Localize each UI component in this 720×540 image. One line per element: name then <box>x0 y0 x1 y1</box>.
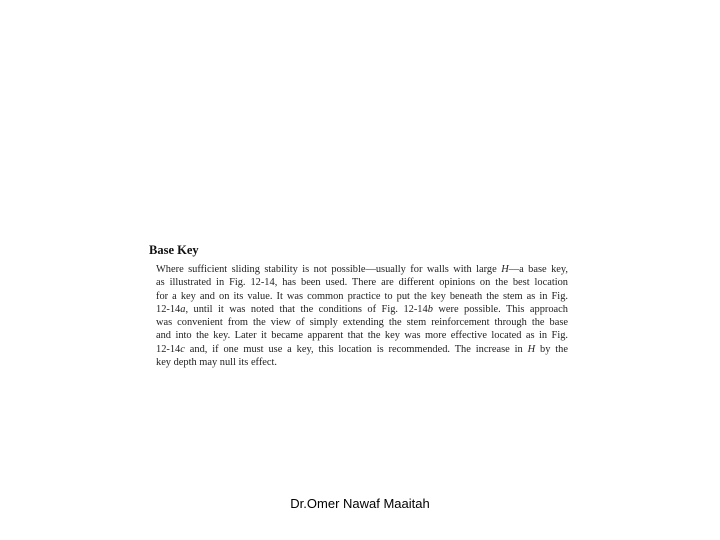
italic-symbol: H <box>527 343 536 355</box>
text-run: were possible. This approach <box>432 303 568 315</box>
paragraph-line <box>156 343 568 356</box>
paragraph-line <box>156 263 568 276</box>
text-run: as illustrated in Fig. 12-14, has been used. There are different opinions on the best location <box>156 277 568 289</box>
text-run: and into the key. Later it became apparent that the key was more effective located as in Fig. <box>156 330 568 342</box>
paragraph-line <box>156 276 568 289</box>
text-run: and, if one must use a key, this location is recommended. The increase in <box>184 343 528 355</box>
text-run: Where sufficient sliding stability is not possible—usually for walls with large <box>156 264 502 275</box>
italic-symbol: c <box>180 343 185 355</box>
paragraph-line <box>156 316 568 329</box>
text-run: for a key and on its value. It was common practice to put the key beneath the stem as in Fig. <box>156 290 568 302</box>
scanned-text-excerpt <box>148 243 568 369</box>
paragraph-line <box>156 356 568 369</box>
footer-author: Dr.Omer Nawaf Maaitah <box>290 496 430 511</box>
text-run: 12-14 <box>156 303 181 315</box>
text-run: —a base key, <box>508 264 569 275</box>
italic-symbol: H <box>501 264 509 275</box>
text-run: was convenient from the view of simply extending the stem reinforcement through the base <box>156 317 568 329</box>
paragraph-line <box>156 329 568 342</box>
text-run: by the <box>535 343 568 355</box>
italic-symbol: b <box>427 303 433 315</box>
text-run: , until it was noted that the conditions of Fig. 12-14 <box>185 303 428 315</box>
paragraph-line <box>156 290 568 303</box>
text-run: 12-14 <box>156 343 181 355</box>
section-heading: Base Key <box>149 243 199 257</box>
text-run: key depth may null its effect. <box>156 357 277 369</box>
paragraph-base-key <box>156 263 568 369</box>
paragraph-line <box>156 303 568 316</box>
italic-symbol: a <box>180 303 186 315</box>
